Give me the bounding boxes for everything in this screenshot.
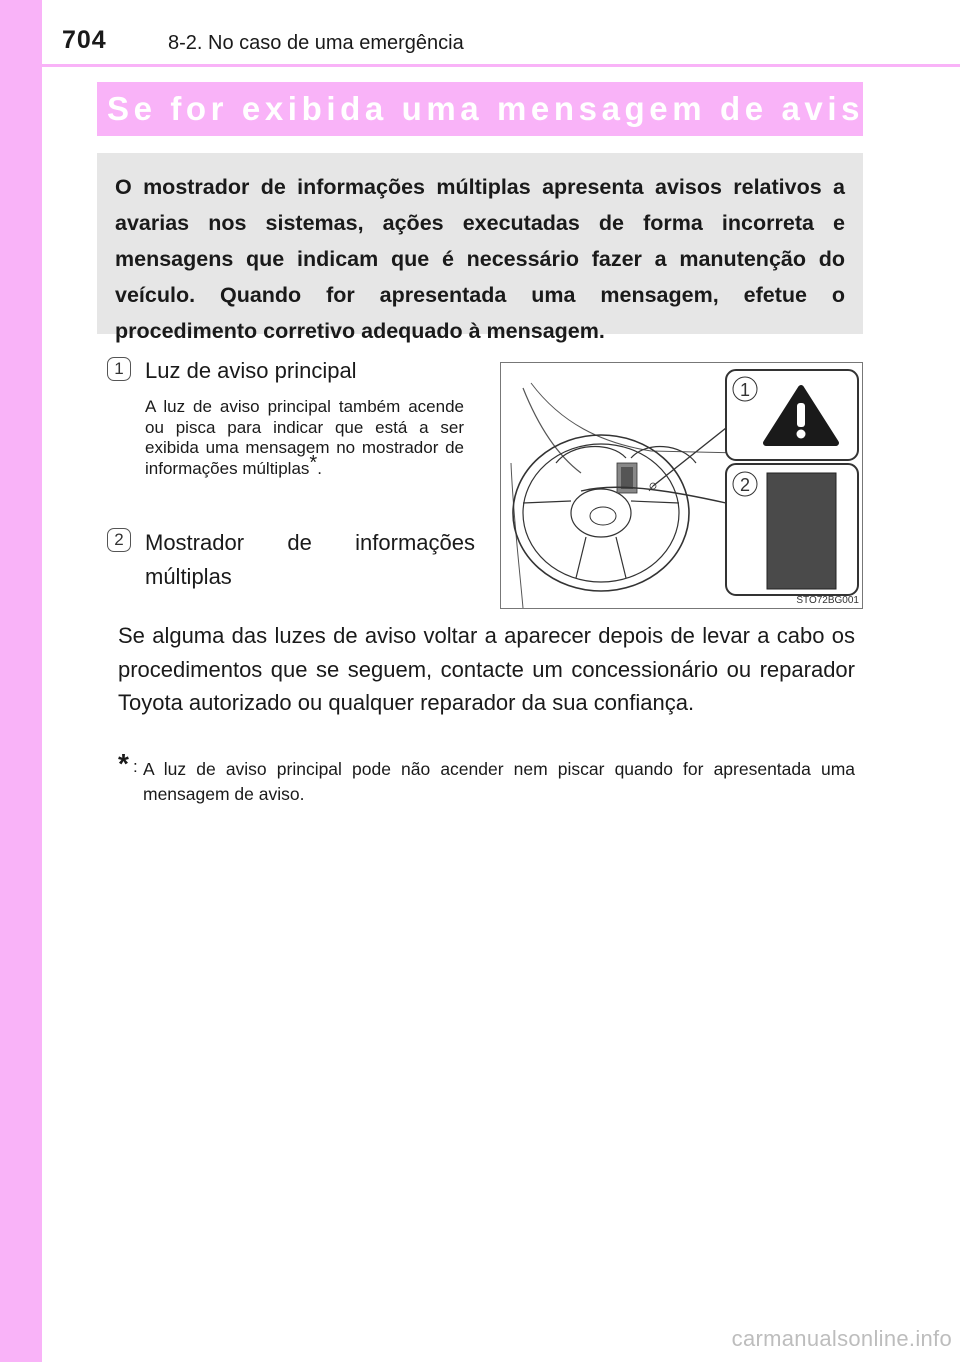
page-title: Se for exibida uma mensagem de aviso: [107, 90, 889, 127]
item-2-number: 2: [107, 528, 131, 552]
figure-code: STO72BG001: [796, 595, 859, 606]
intro-box: [97, 153, 863, 343]
footnote-mark: *: [118, 748, 129, 779]
body-paragraph: Se alguma das luzes de aviso voltar a aparecer depois de levar a cabo os procedimentos que se seguem, contacte um concessionário ou reparador Toyota autorizado ou qualquer reparador da sua confiança.: [118, 623, 855, 715]
item-1-description-suffix: .: [317, 458, 322, 478]
footnote-text: A luz de aviso principal pode não acender nem piscar quando for apresentada uma mensagem de aviso.: [143, 759, 855, 804]
title-bar: [97, 82, 889, 136]
dashboard-illustration: [501, 363, 863, 609]
footnote-colon: :: [133, 757, 138, 776]
footnote-reference: *: [309, 451, 318, 474]
callout-2-label: 2: [739, 475, 751, 495]
dashboard-figure: [500, 362, 863, 609]
item-1-description-text: A luz de aviso principal também acende ou pisca para indicar que está a ser exibida uma mensagem no mostrador de informações múltiplas: [145, 397, 464, 478]
header-rule: [42, 64, 960, 67]
side-color-strip: [0, 0, 42, 1362]
item-2-title: Mostrador de informações múltiplas: [145, 530, 475, 589]
watermark: carmanualsonline.info: [731, 1326, 952, 1351]
item-1-title: Luz de aviso principal: [145, 358, 357, 383]
item-1-number: 1: [107, 357, 131, 381]
page-number: 704: [62, 26, 107, 54]
intro-text: O mostrador de informações múltiplas apresenta avisos relativos a avarias nos sistemas, ações executadas de forma incorreta e mensagens que indicam que é necessário fazer a manutenção do veículo. Quando for apresentada uma mensagem, efetue o procedimento corretivo adequado à mensagem.: [115, 175, 845, 343]
multi-information-display: [767, 473, 836, 589]
item-1-description: [145, 397, 464, 479]
section-label: 8-2. No caso de uma emergência: [168, 32, 464, 54]
callout-1-label: 1: [739, 380, 751, 400]
